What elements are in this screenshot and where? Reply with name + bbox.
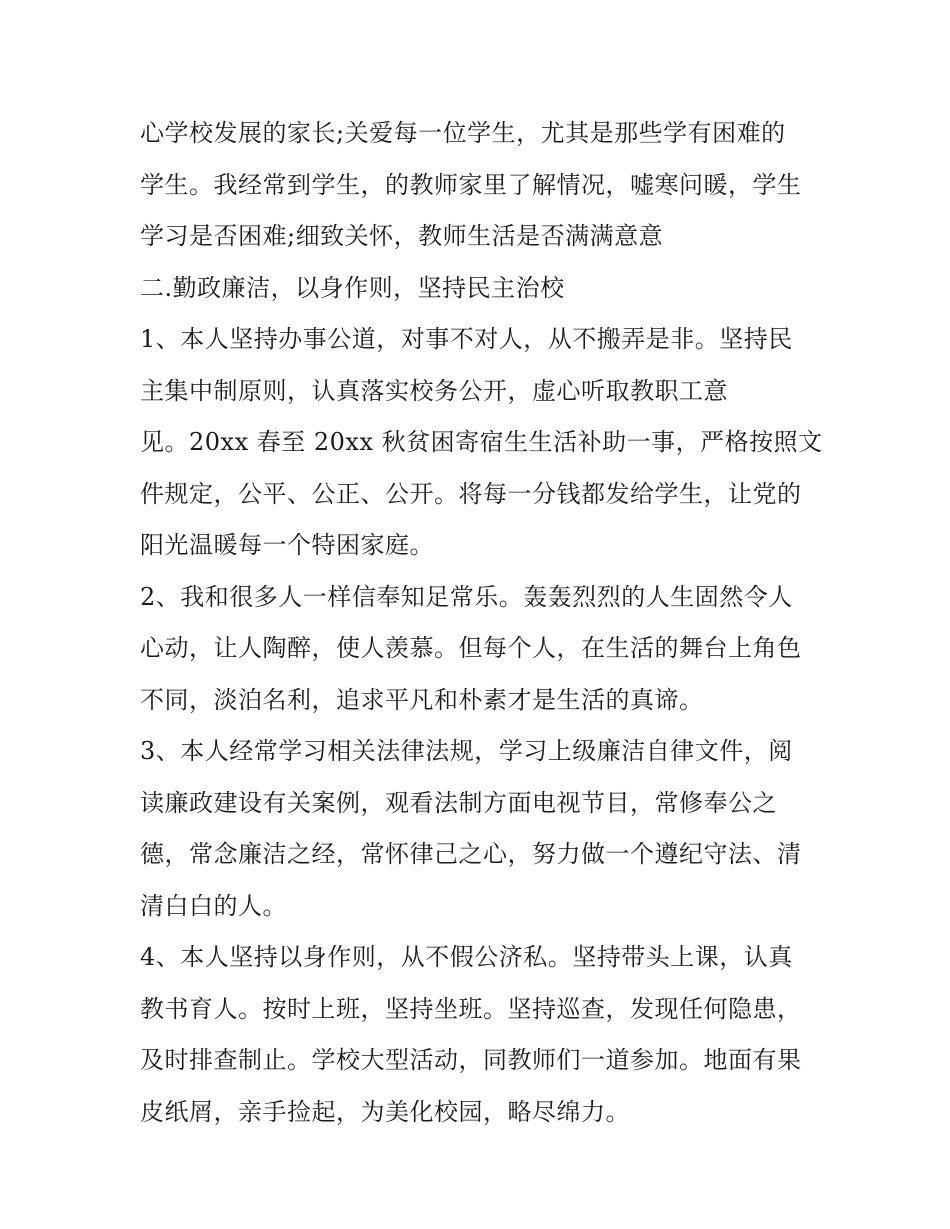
text-line: 德，常念廉洁之经，常怀律己之心，努力做一个遵纪守法、清: [140, 840, 802, 868]
text-line: 4、本人坚持以身作则，从不假公济私。坚持带头上课，认真: [140, 943, 793, 971]
text-line: 学习是否困难;细致关怀，教师生活是否满满意意: [140, 222, 664, 250]
text-line: 读廉政建设有关案例，观看法制方面电视节目，常修奉公之: [140, 788, 777, 817]
text-line: 不同，淡泊名利，追求平凡和朴素才是生活的真谛。: [140, 685, 704, 714]
text-line: 阳光温暖每一个特困家庭。: [140, 531, 434, 559]
text-line: 心动，让人陶醉，使人羡慕。但每个人，在生活的舞台上角色: [140, 634, 802, 662]
text-line: 2、我和很多人一样信奉知足常乐。轰轰烈烈的人生固然令人: [140, 582, 793, 611]
text-line: 3、本人经常学习相关法律法规，学习上级廉洁自律文件，阅: [140, 737, 793, 765]
document-body: [140, 108, 823, 1138]
text-line: 教书育人。按时上班，坚持坐班。坚持巡查，发现任何隐患，: [140, 994, 802, 1023]
text-line: 主集中制原则，认真落实校务公开，虚心听取教职工意: [140, 376, 728, 405]
section-heading: 二.勤政廉洁，以身作则，坚持民主治校: [140, 273, 565, 302]
text-line: 清白白的人。: [140, 891, 287, 920]
text-line: 1、本人坚持办事公道，对事不对人，从不搬弄是非。坚持民: [140, 325, 793, 353]
text-line: 件规定，公平、公正、公开。将每一分钱都发给学生，让党的: [140, 479, 802, 508]
text-line: 心学校发展的家长;关爱每一位学生，尤其是那些学有困难的: [140, 119, 786, 147]
text-line: 见。20xx 春至 20xx 秋贫困寄宿生生活补助一事，严格按照文: [140, 428, 823, 456]
text-line: 皮纸屑，亲手捡起，为美化校园，略尽绵力。: [140, 1097, 630, 1126]
text-line: 学生。我经常到学生，的教师家里了解情况，嘘寒问暖，学生: [140, 170, 802, 199]
text-line: 及时排查制止。学校大型活动，同教师们一道参加。地面有果: [140, 1046, 802, 1074]
